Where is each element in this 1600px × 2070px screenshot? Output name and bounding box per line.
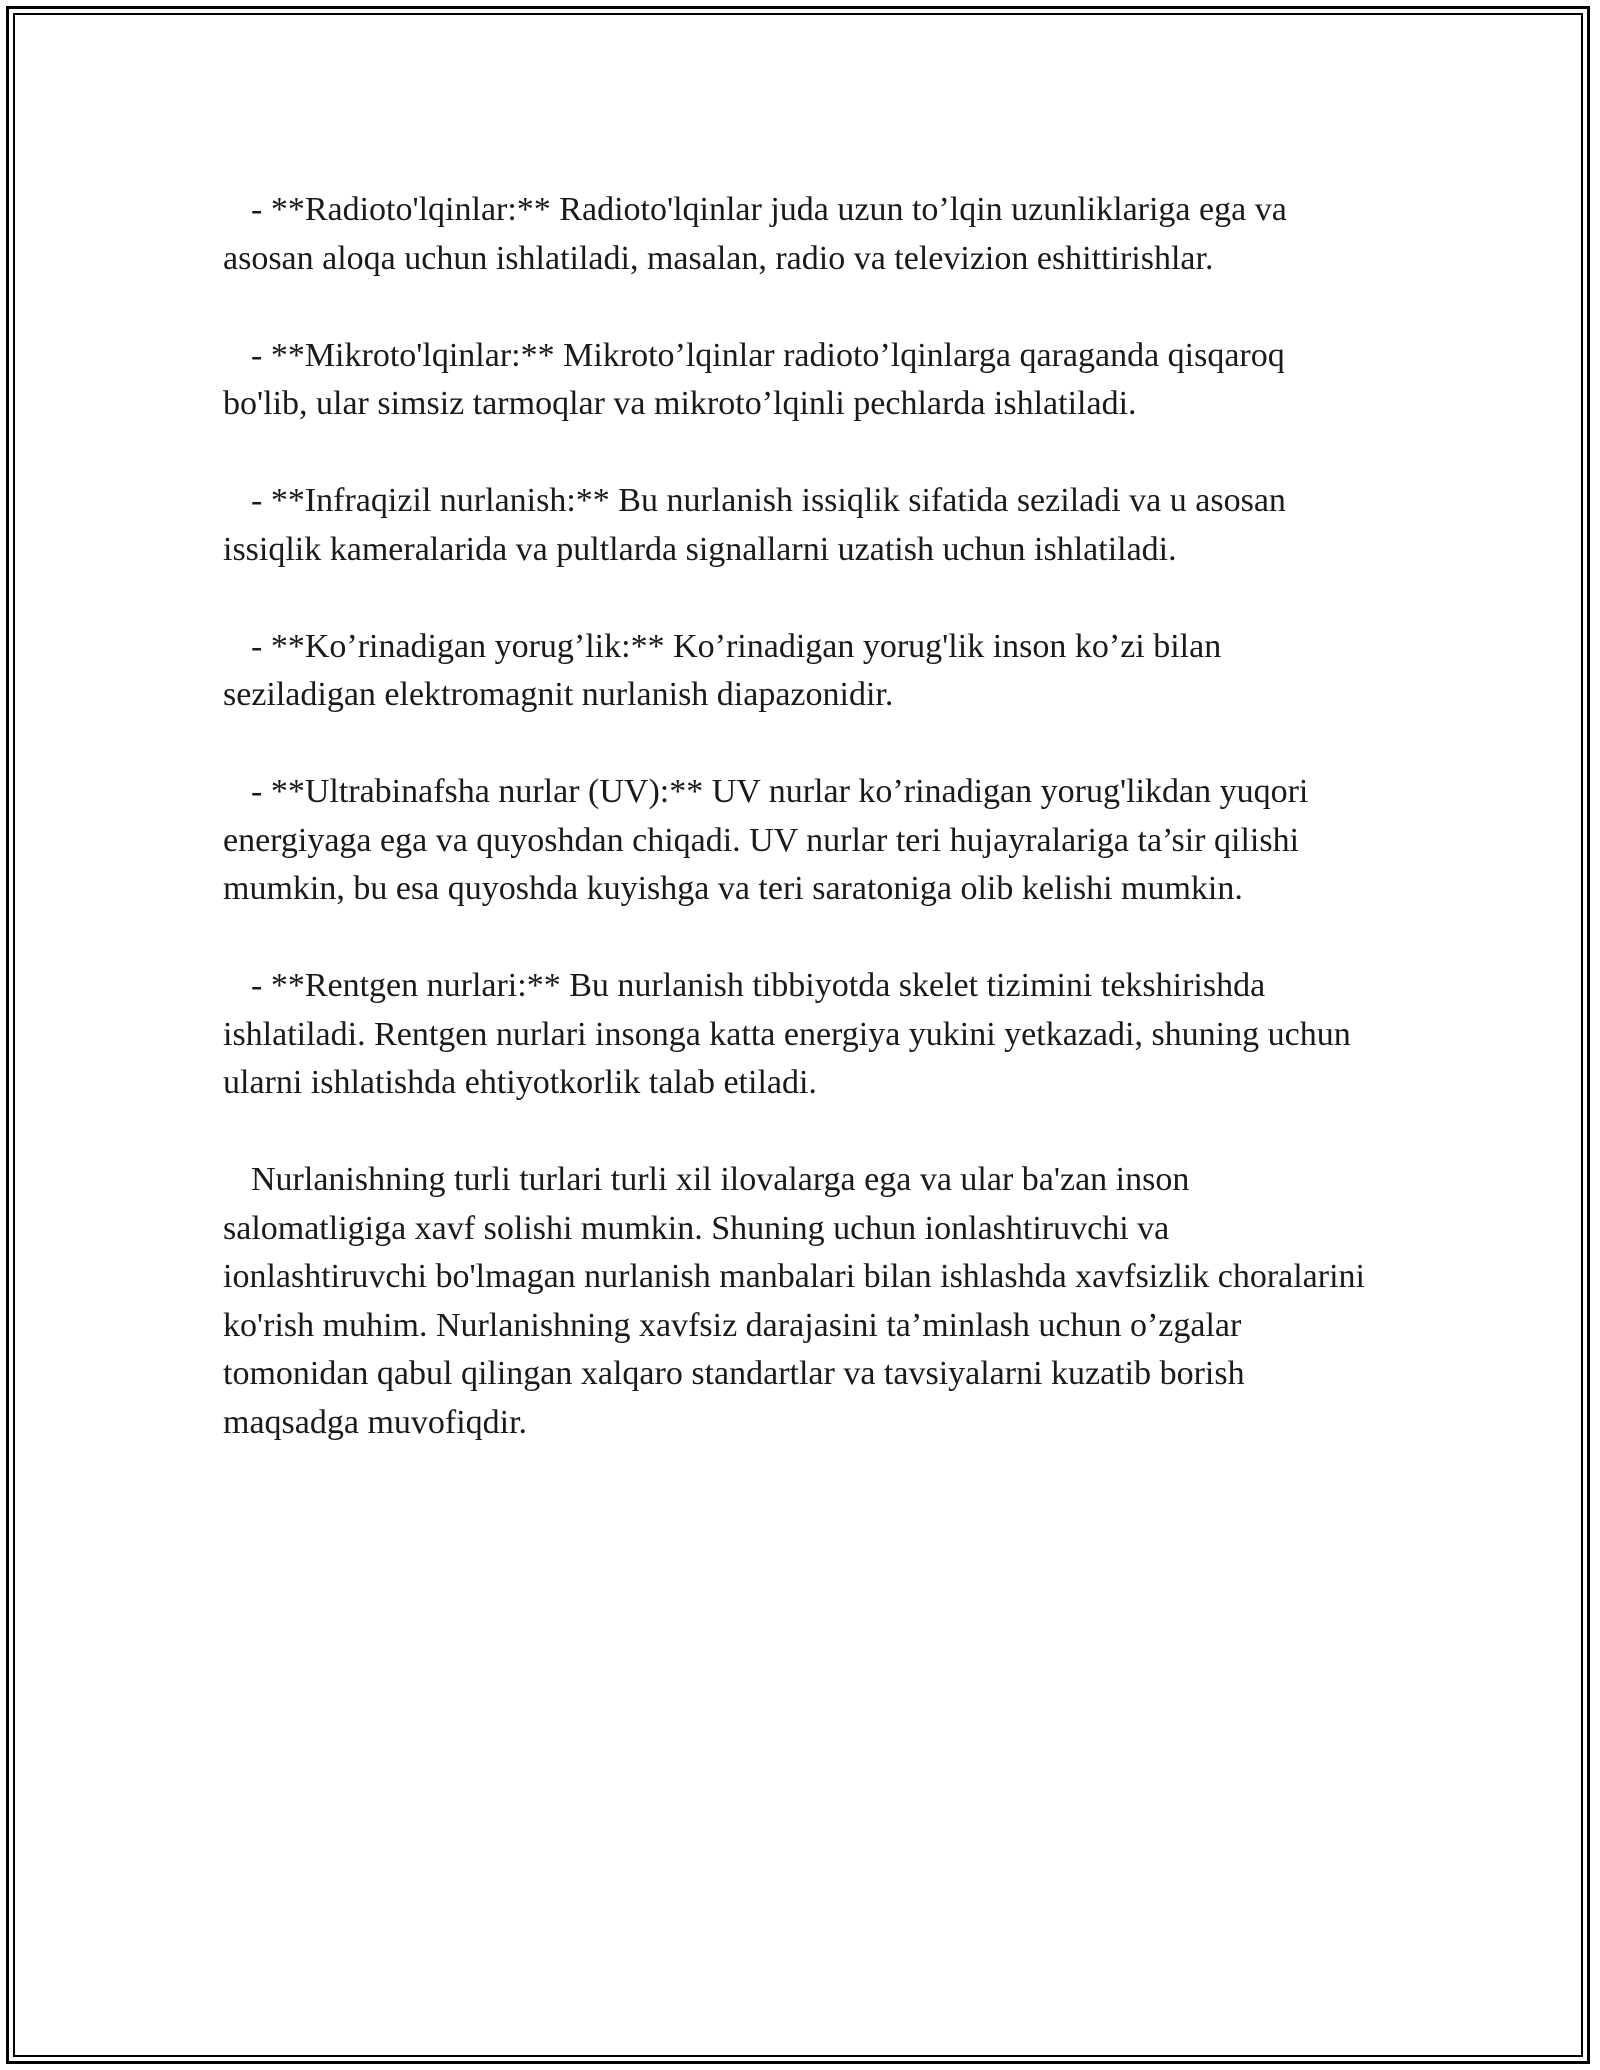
paragraph-x-rays: - **Rentgen nurlari:** Bu nurlanish tibbiyotda skelet tizimini tekshirishda ishlatiladi. Rentgen nurlari insonga katta energiya yukini yetkazadi, shuning uchun ularni ishlatishda ehtiyotkorlik talab etiladi. [223,967,1351,1101]
paragraph-radio-waves: - **Radioto'lqinlar:** Radioto'lqinlar juda uzun to’lqin uzunliklariga ega va asosan aloqa uchun ishlatiladi, masalan, radio va televizion eshittirishlar. [223,191,1287,277]
paragraph-microwaves: - **Mikroto'lqinlar:** Mikroto’lqinlar radioto’lqinlarga qaraganda qisqaroq bo'lib, ular simsiz tarmoqlar va mikroto’lqinli pechlarda ishlatiladi. [223,336,1285,422]
paragraph-conclusion: Nurlanishning turli turlari turli xil ilovalarga ega va ular ba'zan inson salomatligiga xavf solishi mumkin. Shuning uchun ionlashtiruvchi va ionlashtiruvchi bo'lmagan nurlanish manbalari bilan ishlashda xavfsizlik choralarini ko'rish muhim. Nurlanishning xavfsiz darajasini ta’minlash uchun o’zgalar tomonidan qabul qilingan xalqaro standartlar va tavsiyalarni kuzatib borish maqsadga muvofiqdir. [223,1161,1365,1441]
document-body [223,186,1373,1447]
paragraph-visible-light: - **Ko’rinadigan yorug’lik:** Ko’rinadigan yorug'lik inson ko’zi bilan seziladigan elektromagnit nurlanish diapazonidir. [223,627,1222,713]
paragraph-ultraviolet: - **Ultrabinafsha nurlar (UV):** UV nurlar ko’rinadigan yorug'likdan yuqori energiyaga ega va quyoshdan chiqadi. UV nurlar teri hujayralariga ta’sir qilishi mumkin, bu esa quyoshda kuyishga va teri saratoniga olib kelishi mumkin. [223,773,1309,907]
paragraph-infrared: - **Infraqizil nurlanish:** Bu nurlanish issiqlik sifatida seziladi va u asosan issiqlik kameralarida va pultlarda signallarni uzatish uchun ishlatiladi. [223,482,1286,568]
